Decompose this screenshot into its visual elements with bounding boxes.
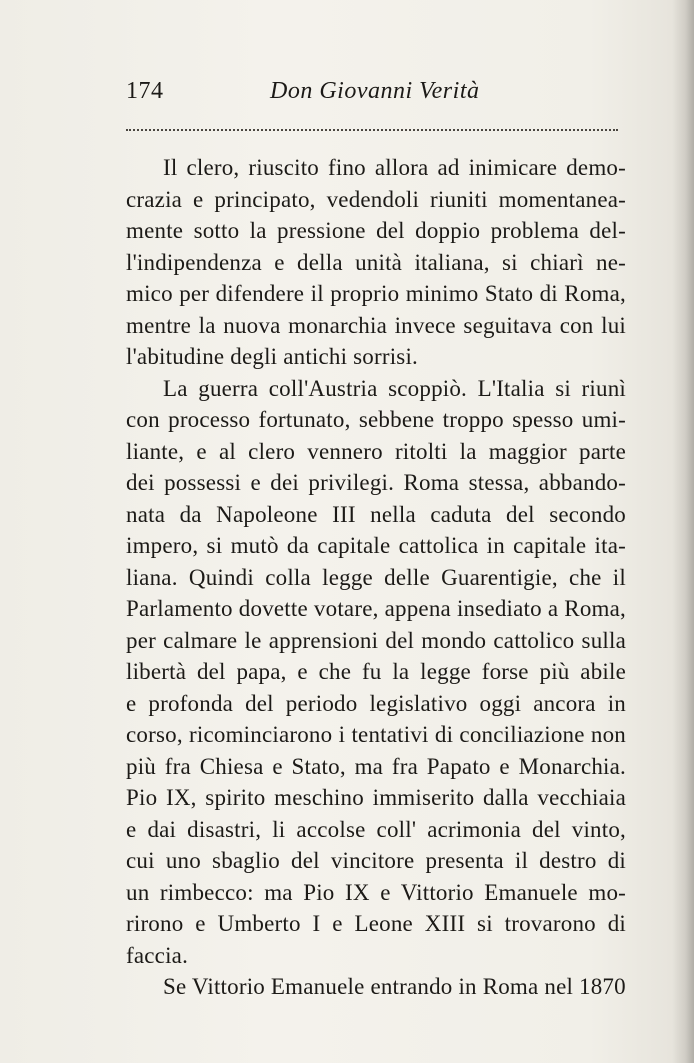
text-line: con processo fortunato, sebbene troppo spesso umi-: [126, 407, 626, 432]
text-line: crazia e principato, vedendoli riuniti momentanea-: [126, 186, 626, 212]
text-line: mentre la nuova monarchia invece seguitava con lui: [126, 312, 626, 338]
text-line: Parlamento dovette votare, appena insediato a Roma,: [126, 596, 626, 621]
page-number: 174: [126, 78, 164, 104]
text-line: l'abitudine degli antichi sorrisi.: [126, 344, 418, 369]
text-line: Pio IX, spirito meschino immiserito dalla vecchiaia: [126, 785, 626, 810]
text-line: nata da Napoleone III nella caduta del secondo: [126, 501, 626, 527]
text-line: più fra Chiesa e Stato, ma fra Papato e Monarchia.: [126, 753, 626, 779]
text-line: mico per difendere il proprio minimo Stato di Roma,: [126, 281, 626, 306]
text-line: rirono e Umberto I e Leone XIII si trovarono di: [126, 911, 626, 936]
page-edge-shadow: [672, 0, 694, 1063]
text-line: dei possessi e dei privilegi. Roma stessa, abbando-: [126, 470, 626, 495]
text-line: faccia.: [126, 942, 189, 968]
text-line: e profonda del periodo legislativo oggi ancora in: [126, 690, 626, 716]
text-line: La guerra coll'Austria scoppiò. L'Italia si riunì: [163, 375, 626, 401]
text-line: libertà del papa, e che fu la legge forse più abile: [126, 659, 626, 684]
text-line: un rimbecco: ma Pio IX e Vittorio Emanuele mo-: [126, 879, 626, 905]
running-title: Don Giovanni Verità: [270, 78, 480, 104]
text-line: e dai disastri, li accolse coll' acrimonia del vinto,: [126, 816, 626, 842]
body-text: [126, 152, 626, 1003]
text-line: l'indipendenza e della unità italiana, si chiarì ne-: [126, 249, 626, 275]
header-dotted-rule: [126, 129, 618, 131]
text-line: impero, si mutò da capitale cattolica in capitale ita-: [126, 533, 626, 558]
running-head: [126, 78, 616, 114]
text-line: mente sotto la pressione del doppio problema del-: [126, 218, 626, 243]
text-line: Il clero, riuscito fino allora ad inimicare demo-: [163, 155, 626, 180]
text-line: corso, ricominciarono i tentativi di conciliazione non: [126, 722, 626, 747]
text-line: liante, e al clero vennero ritolti la maggior parte: [126, 438, 626, 464]
text-line: liana. Quindi colla legge delle Guarentigie, che il: [126, 564, 626, 590]
text-line: Se Vittorio Emanuele entrando in Roma nel 1870: [163, 974, 626, 999]
text-line: cui uno sbaglio del vincitore presenta il destro di: [126, 848, 626, 873]
text-line: per calmare le apprensioni del mondo cattolico sulla: [126, 627, 626, 653]
